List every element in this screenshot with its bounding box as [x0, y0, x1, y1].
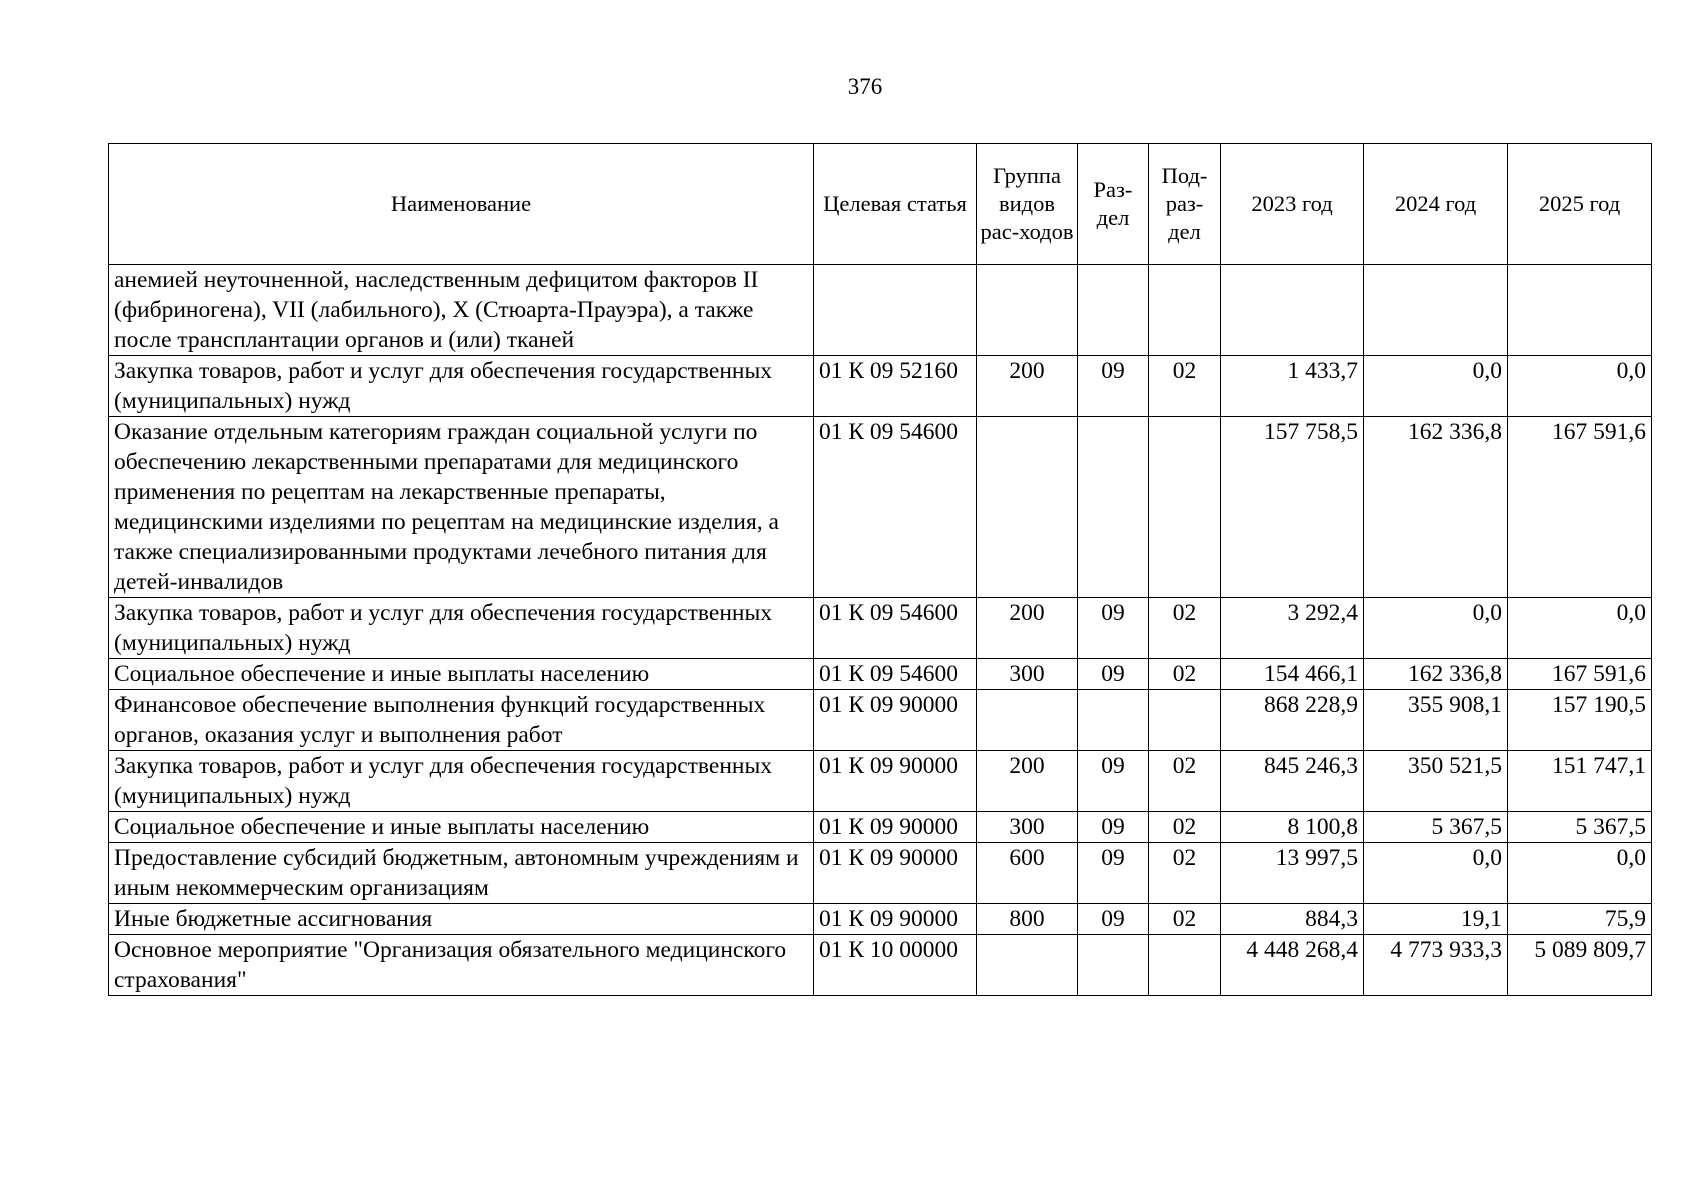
cell-section: 09 [1078, 843, 1149, 904]
cell-2023: 884,3 [1221, 904, 1364, 935]
cell-2025: 0,0 [1508, 598, 1652, 659]
cell-group: 200 [977, 751, 1078, 812]
table-row [109, 265, 1652, 356]
cell-group [977, 935, 1078, 996]
table-row [109, 356, 1652, 417]
page-number: 376 [847, 74, 883, 99]
header-group: Группа видов рас-ходов [977, 144, 1078, 265]
cell-name: Закупка товаров, работ и услуг для обеспечения государственных (муниципальных) нужд [109, 751, 814, 812]
cell-2024: 355 908,1 [1364, 690, 1508, 751]
cell-subsection: 02 [1149, 356, 1221, 417]
header-2024: 2024 год [1364, 144, 1508, 265]
cell-2025: 0,0 [1508, 843, 1652, 904]
cell-section [1078, 935, 1149, 996]
cell-target: 01 К 09 54600 [814, 598, 977, 659]
cell-2023: 13 997,5 [1221, 843, 1364, 904]
cell-name: Предоставление субсидий бюджетным, автономным учреждениям и иным некоммерческим организациям [109, 843, 814, 904]
cell-2024: 5 367,5 [1364, 812, 1508, 843]
cell-2024: 162 336,8 [1364, 659, 1508, 690]
table-row [109, 904, 1652, 935]
table-row [109, 812, 1652, 843]
cell-2025 [1508, 265, 1652, 356]
cell-section [1078, 690, 1149, 751]
cell-target: 01 К 09 90000 [814, 751, 977, 812]
cell-target [814, 265, 977, 356]
table-row [109, 751, 1652, 812]
cell-2023: 1 433,7 [1221, 356, 1364, 417]
cell-2023 [1221, 265, 1364, 356]
cell-name: Социальное обеспечение и иные выплаты населению [109, 659, 814, 690]
table-row [109, 417, 1652, 598]
cell-target: 01 К 10 00000 [814, 935, 977, 996]
cell-section: 09 [1078, 812, 1149, 843]
cell-2025: 75,9 [1508, 904, 1652, 935]
cell-2024: 0,0 [1364, 843, 1508, 904]
cell-subsection: 02 [1149, 598, 1221, 659]
cell-2024: 4 773 933,3 [1364, 935, 1508, 996]
cell-2023: 3 292,4 [1221, 598, 1364, 659]
header-target: Целевая статья [814, 144, 977, 265]
cell-subsection: 02 [1149, 843, 1221, 904]
cell-2024: 19,1 [1364, 904, 1508, 935]
table-row [109, 843, 1652, 904]
cell-section: 09 [1078, 356, 1149, 417]
cell-group [977, 265, 1078, 356]
table-row [109, 598, 1652, 659]
header-subsection: Под-раз-дел [1149, 144, 1221, 265]
cell-target: 01 К 09 54600 [814, 417, 977, 598]
cell-target: 01 К 09 90000 [814, 904, 977, 935]
budget-table [108, 143, 1652, 996]
cell-name: Финансовое обеспечение выполнения функций государственных органов, оказания услуг и выполнения работ [109, 690, 814, 751]
cell-section: 09 [1078, 598, 1149, 659]
cell-subsection [1149, 265, 1221, 356]
header-2025: 2025 год [1508, 144, 1652, 265]
table-row [109, 935, 1652, 996]
cell-subsection [1149, 935, 1221, 996]
cell-name: Социальное обеспечение и иные выплаты населению [109, 812, 814, 843]
cell-group: 200 [977, 598, 1078, 659]
cell-target: 01 К 09 90000 [814, 812, 977, 843]
cell-2025: 5 367,5 [1508, 812, 1652, 843]
cell-group: 200 [977, 356, 1078, 417]
cell-section [1078, 417, 1149, 598]
cell-section [1078, 265, 1149, 356]
cell-group [977, 417, 1078, 598]
cell-group: 300 [977, 659, 1078, 690]
cell-name: Оказание отдельным категориям граждан социальной услуги по обеспечению лекарственными препаратами для медицинского применения по рецептам на лекарственные препараты, медицинскими изделиями по рецептам на медицинские изделия, а также специализированными продуктами лечебного питания для детей-инвалидов [109, 417, 814, 598]
header-name: Наименование [109, 144, 814, 265]
cell-target: 01 К 09 52160 [814, 356, 977, 417]
cell-2025: 151 747,1 [1508, 751, 1652, 812]
cell-2024: 0,0 [1364, 356, 1508, 417]
cell-target: 01 К 09 90000 [814, 843, 977, 904]
cell-2023: 154 466,1 [1221, 659, 1364, 690]
cell-name: Закупка товаров, работ и услуг для обеспечения государственных (муниципальных) нужд [109, 598, 814, 659]
cell-section: 09 [1078, 751, 1149, 812]
cell-name: анемией неуточненной, наследственным дефицитом факторов II (фибриногена), VII (лабильного), X (Стюарта-Прауэра), а также после трансплантации органов и (или) тканей [109, 265, 814, 356]
cell-subsection: 02 [1149, 904, 1221, 935]
cell-subsection: 02 [1149, 659, 1221, 690]
cell-subsection: 02 [1149, 812, 1221, 843]
cell-2024: 350 521,5 [1364, 751, 1508, 812]
cell-2024: 162 336,8 [1364, 417, 1508, 598]
cell-name: Закупка товаров, работ и услуг для обеспечения государственных (муниципальных) нужд [109, 356, 814, 417]
cell-group: 800 [977, 904, 1078, 935]
table-row [109, 690, 1652, 751]
cell-2023: 157 758,5 [1221, 417, 1364, 598]
cell-2023: 4 448 268,4 [1221, 935, 1364, 996]
cell-section: 09 [1078, 659, 1149, 690]
cell-2024: 0,0 [1364, 598, 1508, 659]
cell-2023: 8 100,8 [1221, 812, 1364, 843]
cell-group [977, 690, 1078, 751]
cell-name: Иные бюджетные ассигнования [109, 904, 814, 935]
cell-2023: 868 228,9 [1221, 690, 1364, 751]
cell-group: 300 [977, 812, 1078, 843]
cell-2025: 0,0 [1508, 356, 1652, 417]
cell-2023: 845 246,3 [1221, 751, 1364, 812]
cell-subsection [1149, 690, 1221, 751]
cell-2024 [1364, 265, 1508, 356]
table-header-row [109, 144, 1652, 265]
header-section: Раз-дел [1078, 144, 1149, 265]
cell-subsection [1149, 417, 1221, 598]
table-row [109, 659, 1652, 690]
header-2023: 2023 год [1221, 144, 1364, 265]
cell-section: 09 [1078, 904, 1149, 935]
cell-2025: 157 190,5 [1508, 690, 1652, 751]
cell-subsection: 02 [1149, 751, 1221, 812]
cell-2025: 5 089 809,7 [1508, 935, 1652, 996]
cell-group: 600 [977, 843, 1078, 904]
cell-target: 01 К 09 90000 [814, 690, 977, 751]
cell-2025: 167 591,6 [1508, 417, 1652, 598]
cell-2025: 167 591,6 [1508, 659, 1652, 690]
cell-name: Основное мероприятие "Организация обязательного медицинского страхования" [109, 935, 814, 996]
cell-target: 01 К 09 54600 [814, 659, 977, 690]
